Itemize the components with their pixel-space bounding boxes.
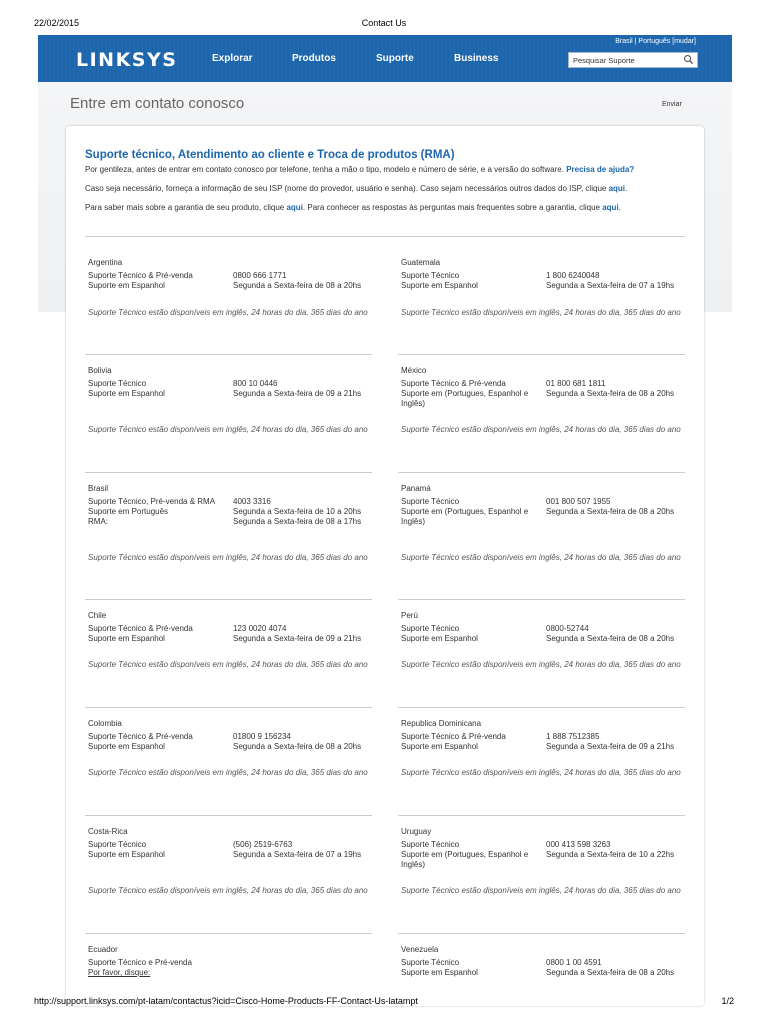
country-name: Perú bbox=[401, 611, 418, 620]
contact-label: Suporte em Espanhol bbox=[401, 742, 478, 751]
country-name: Venezuela bbox=[401, 945, 439, 954]
intro-divider bbox=[85, 236, 685, 237]
contact-hours: Segunda a Sexta-feira de 08 a 20hs bbox=[233, 742, 362, 751]
country-name: Colombia bbox=[88, 719, 122, 728]
contact-hours: Segunda a Sexta-feira de 08 a 20hs bbox=[546, 507, 675, 516]
contact-label: Suporte em Espanhol bbox=[401, 968, 478, 977]
country-name: Ecuador bbox=[88, 945, 118, 954]
contact-label: Suporte Técnico e Pré-venda bbox=[88, 958, 192, 967]
contact-label: Suporte em (Portugues, Espanhol e Inglês) bbox=[401, 507, 529, 526]
contact-hours: Segunda a Sexta-feira de 10 a 20hs bbox=[233, 507, 362, 516]
contact-phone: 1 800 6240048 bbox=[546, 271, 600, 280]
section-divider bbox=[85, 815, 372, 816]
contact-hours: Segunda a Sexta-feira de 08 a 20hs bbox=[233, 281, 362, 290]
contact-hours: Segunda a Sexta-feira de 08 a 20hs bbox=[546, 968, 675, 977]
contact-label: Suporte Técnico bbox=[401, 958, 460, 967]
contact-phone: 4003 3316 bbox=[233, 497, 271, 506]
section-divider bbox=[398, 707, 685, 708]
contact-label: Suporte Técnico & Pré-venda bbox=[401, 379, 506, 388]
contact-phone: 001 800 507 1955 bbox=[546, 497, 611, 506]
intro-line-2: Caso seja necessário, forneça a informação de seu ISP (nome do provedor, usuário e senha). Caso sejam necessários outros dados do ISP, clique aqui. bbox=[85, 184, 628, 193]
contact-label: Suporte Técnico bbox=[88, 379, 147, 388]
country-name: Republica Dominicana bbox=[401, 719, 482, 728]
contact-label: Suporte Técnico & Pré-venda bbox=[88, 624, 193, 633]
dial-link[interactable]: Por favor, disque: bbox=[88, 968, 151, 977]
intro-line-1-text: Por gentileza, antes de entrar em contato conosco por telefone, tenha a mão o tipo, modelo e número de série, e a versão do software. bbox=[85, 165, 564, 174]
send-link[interactable]: Enviar bbox=[662, 101, 682, 108]
contact-label: Suporte Técnico & Pré-venda bbox=[88, 732, 193, 741]
section-divider bbox=[398, 599, 685, 600]
print-header bbox=[0, 18, 768, 30]
contact-label: Suporte em Espanhol bbox=[88, 850, 165, 859]
contact-hours: Segunda a Sexta-feira de 07 a 19hs bbox=[233, 850, 362, 859]
section-divider bbox=[398, 815, 685, 816]
availability-note: Suporte Técnico estão disponíveis em inglês, 24 horas do dia, 365 dias do ano bbox=[401, 660, 681, 669]
contact-phone: (506) 2519-6763 bbox=[233, 840, 293, 849]
locale-selector[interactable]: Brasil | Português [mudar] bbox=[615, 38, 696, 45]
contact-label: Suporte Técnico & Pré-venda bbox=[401, 732, 506, 741]
search-box bbox=[568, 52, 698, 68]
print-url: http://support.linksys.com/pt-latam/contactus?icid=Cisco-Home-Products-FF-Contact-Us-latampt bbox=[34, 996, 418, 1006]
linksys-logo[interactable]: LINKSYS bbox=[76, 49, 178, 71]
top-navigation-bar bbox=[38, 35, 732, 82]
nav-suporte[interactable]: Suporte bbox=[376, 53, 414, 64]
intro-line-3: Para saber mais sobre a garantia de seu produto, clique aqui. Para conhecer as respostas às perguntas mais frequentes sobre a garantia, clique aqui. bbox=[85, 203, 621, 212]
country-name: Brasil bbox=[88, 484, 109, 493]
print-date: 22/02/2015 bbox=[34, 18, 80, 28]
availability-note: Suporte Técnico estão disponíveis em inglês, 24 horas do dia, 365 dias do ano bbox=[401, 768, 681, 777]
nav-produtos[interactable]: Produtos bbox=[292, 53, 336, 64]
contact-hours: Segunda a Sexta-feira de 08 a 20hs bbox=[546, 634, 675, 643]
section-divider bbox=[85, 599, 372, 600]
help-link[interactable]: Precisa de ajuda? bbox=[566, 165, 635, 174]
nav-business[interactable]: Business bbox=[454, 53, 499, 64]
section-divider bbox=[398, 472, 685, 473]
contact-label: Suporte em Espanhol bbox=[88, 389, 165, 398]
country-name: Uruguay bbox=[401, 827, 432, 836]
contact-label: Suporte Técnico bbox=[401, 840, 460, 849]
contact-phone: 0800 1 00 4591 bbox=[546, 958, 602, 967]
contact-label: RMA: bbox=[88, 517, 108, 526]
contact-phone: 01800 9 156234 bbox=[233, 732, 291, 741]
contact-label: Suporte em Espanhol bbox=[88, 634, 165, 643]
country-name: México bbox=[401, 366, 427, 375]
availability-note: Suporte Técnico estão disponíveis em inglês, 24 horas do dia, 365 dias do ano bbox=[401, 425, 681, 434]
search-icon[interactable] bbox=[683, 54, 694, 65]
section-divider bbox=[85, 354, 372, 355]
warranty-faq-link[interactable]: aqui bbox=[602, 203, 619, 212]
intro-line-3-text-a: Para saber mais sobre a garantia de seu produto, clique bbox=[85, 203, 285, 212]
country-name: Argentina bbox=[88, 258, 123, 267]
availability-note: Suporte Técnico estão disponíveis em inglês, 24 horas do dia, 365 dias do ano bbox=[88, 768, 368, 777]
contact-hours: Segunda a Sexta-feira de 09 a 21hs bbox=[233, 389, 362, 398]
availability-note: Suporte Técnico estão disponíveis em inglês, 24 horas do dia, 365 dias do ano bbox=[401, 886, 681, 895]
contact-hours: Segunda a Sexta-feira de 10 a 22hs bbox=[546, 850, 675, 859]
intro-line-2-text: Caso seja necessário, forneça a informação de seu ISP (nome do provedor, usuário e senha). Caso sejam necessários outros dados do ISP, clique bbox=[85, 184, 607, 193]
section-divider bbox=[85, 472, 372, 473]
contact-label: Suporte Técnico & Pré-venda bbox=[88, 271, 193, 280]
contact-hours: Segunda a Sexta-feira de 09 a 21hs bbox=[233, 634, 362, 643]
contact-phone: 0800 666 1771 bbox=[233, 271, 287, 280]
support-heading: Suporte técnico, Atendimento ao cliente e Troca de produtos (RMA) bbox=[85, 149, 455, 161]
contact-label: Suporte Técnico bbox=[401, 271, 460, 280]
page-title: Entre em contato conosco bbox=[70, 95, 245, 112]
availability-note: Suporte Técnico estão disponíveis em inglês, 24 horas do dia, 365 dias do ano bbox=[401, 308, 681, 317]
contact-phone: 0800-52744 bbox=[546, 624, 589, 633]
section-divider bbox=[85, 933, 372, 934]
contact-label: Suporte em (Portugues, Espanhol e Inglês) bbox=[401, 389, 529, 408]
intro-line-3-text-b: . Para conhecer as respostas às perguntas mais frequentes sobre a garantia, clique bbox=[302, 203, 600, 212]
country-name: Chile bbox=[88, 611, 107, 620]
contact-label: Suporte em Espanhol bbox=[88, 742, 165, 751]
contact-label: Suporte Técnico bbox=[401, 497, 460, 506]
print-title: Contact Us bbox=[361, 18, 407, 28]
content-card bbox=[66, 126, 704, 1006]
contact-label: Suporte em Espanhol bbox=[401, 281, 478, 290]
availability-note: Suporte Técnico estão disponíveis em inglês, 24 horas do dia, 365 dias do ano bbox=[88, 425, 368, 434]
isp-link[interactable]: aqui bbox=[608, 184, 626, 193]
contact-label: Suporte Técnico, Pré-venda & RMA bbox=[88, 497, 216, 506]
contact-phone: 01 800 681 1811 bbox=[546, 379, 606, 388]
search-input[interactable] bbox=[573, 54, 681, 66]
contact-phone: 1 888 7512385 bbox=[546, 732, 600, 741]
contact-label: Suporte em Espanhol bbox=[401, 634, 478, 643]
section-divider bbox=[398, 933, 685, 934]
contact-hours: Segunda a Sexta-feira de 07 a 19hs bbox=[546, 281, 675, 290]
availability-note: Suporte Técnico estão disponíveis em inglês, 24 horas do dia, 365 dias do ano bbox=[88, 886, 368, 895]
country-name: Costa-Rica bbox=[88, 827, 128, 836]
section-divider bbox=[398, 354, 685, 355]
contact-label: Suporte em Espanhol bbox=[88, 281, 165, 290]
print-page-number: 1/2 bbox=[721, 996, 734, 1006]
contact-label: Suporte Técnico bbox=[88, 840, 147, 849]
availability-note: Suporte Técnico estão disponíveis em inglês, 24 horas do dia, 365 dias do ano bbox=[88, 308, 368, 317]
availability-note: Suporte Técnico estão disponíveis em inglês, 24 horas do dia, 365 dias do ano bbox=[88, 660, 368, 669]
nav-explorar[interactable]: Explorar bbox=[212, 53, 253, 64]
contact-label: Suporte em (Portugues, Espanhol e Inglês) bbox=[401, 850, 529, 869]
contact-hours: Segunda a Sexta-feira de 08 a 17hs bbox=[233, 517, 362, 526]
contact-phone: 000 413 598 3263 bbox=[546, 840, 611, 849]
contact-label: Suporte Técnico bbox=[401, 624, 460, 633]
country-name: Panamá bbox=[401, 484, 431, 493]
contact-label: Suporte em Português bbox=[88, 507, 169, 516]
warranty-link[interactable]: aqui bbox=[286, 203, 303, 212]
availability-note: Suporte Técnico estão disponíveis em inglês, 24 horas do dia, 365 dias do ano bbox=[88, 553, 368, 562]
section-divider bbox=[85, 707, 372, 708]
print-footer bbox=[0, 996, 768, 1008]
contact-phone: 800 10 0446 bbox=[233, 379, 278, 388]
contact-phone: 123 0020 4074 bbox=[233, 624, 287, 633]
country-name: Guatemala bbox=[401, 258, 441, 267]
country-name: Bolivia bbox=[88, 366, 112, 375]
contact-hours: Segunda a Sexta-feira de 09 a 21hs bbox=[546, 742, 675, 751]
availability-note: Suporte Técnico estão disponíveis em inglês, 24 horas do dia, 365 dias do ano bbox=[401, 553, 681, 562]
intro-line-1 bbox=[85, 165, 705, 174]
contact-hours: Segunda a Sexta-feira de 08 a 20hs bbox=[546, 389, 675, 398]
